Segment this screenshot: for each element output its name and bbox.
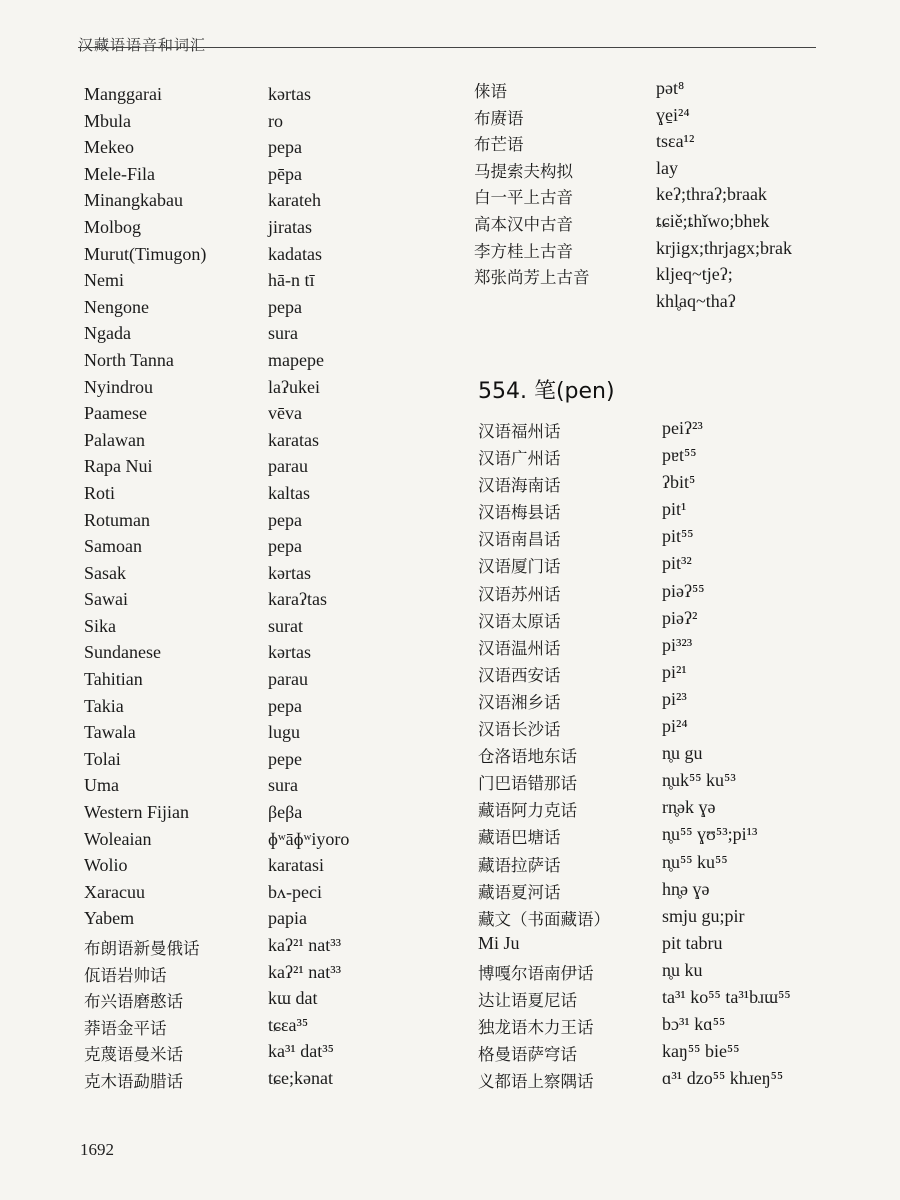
language-name: Wolio: [84, 855, 128, 876]
language-name: 汉语湘乡话: [478, 692, 561, 712]
language-name: 汉语梅县话: [478, 503, 561, 523]
word-form: rn̥ək ɣə: [662, 797, 716, 818]
language-name: Tawala: [84, 722, 136, 743]
word-form: bɔ³¹ kɑ⁵⁵: [662, 1014, 726, 1035]
entry-row: [84, 111, 414, 138]
entry-row: [474, 78, 834, 105]
word-form: krjigx;thrjagx;brak: [656, 237, 792, 258]
entry-row: [478, 526, 838, 553]
entry-row: [84, 988, 414, 1015]
word-form: kaʔ²¹ nat³³: [268, 935, 342, 955]
entry-row: [84, 430, 414, 457]
entry-row: [84, 908, 414, 935]
entry-row: [84, 696, 414, 723]
word-form: peiʔ²³: [662, 418, 703, 438]
entry-row: [474, 184, 834, 211]
word-form: ka³¹ dat³⁵: [268, 1041, 334, 1062]
language-name: North Tanna: [84, 349, 174, 370]
language-name: Nemi: [84, 270, 124, 291]
entry-row: [474, 105, 834, 132]
entry-row: [478, 1014, 838, 1041]
language-name: 格曼语萨穹话: [478, 1045, 577, 1065]
entry-row: [84, 775, 414, 802]
entry-row: [84, 84, 414, 111]
entry-row: [84, 855, 414, 882]
language-name: Xaracuu: [84, 881, 145, 902]
language-name: 独龙语木力王话: [478, 1018, 594, 1038]
language-name: 仓洛语地东话: [478, 747, 577, 767]
word-form: pepa: [268, 695, 302, 716]
language-name: 达让语夏尼话: [478, 990, 577, 1010]
language-name: 汉语西安话: [478, 665, 561, 685]
entry-row: [84, 1015, 414, 1042]
word-form: pi²¹: [662, 661, 687, 682]
entry-row: [84, 403, 414, 430]
word-form: kadatas: [268, 243, 322, 264]
entry-row: [84, 164, 414, 191]
language-name: Nengone: [84, 296, 149, 317]
word-form: vēva: [268, 403, 302, 424]
entry-row: [84, 962, 414, 989]
word-form: kaltas: [268, 482, 310, 503]
language-name: Mi Ju: [478, 932, 520, 953]
language-name: 汉语太原话: [478, 611, 561, 631]
word-form: pit¹: [662, 499, 687, 520]
page-number: 1692: [80, 1140, 114, 1159]
word-form: sura: [268, 775, 298, 796]
language-name: 义都语上察隅话: [478, 1072, 594, 1092]
word-form: hā-n tī: [268, 270, 315, 291]
word-form: kərtas: [268, 562, 311, 583]
language-name: Sasak: [84, 562, 126, 583]
entry-row: [478, 553, 838, 580]
entry-row: [478, 933, 838, 960]
entry-row: [84, 669, 414, 696]
language-name: 汉语海南话: [478, 476, 561, 496]
word-form: lay: [656, 157, 678, 178]
word-form: kaŋ⁵⁵ bie⁵⁵: [662, 1041, 740, 1062]
word-form: n̥u gu: [662, 743, 703, 764]
word-form: tsɛa¹²: [656, 131, 695, 152]
language-name: Ngada: [84, 323, 131, 344]
entry-row: [84, 563, 414, 590]
word-form: ȶɕiě;ȶhǐwo;bhɐk: [656, 210, 770, 231]
language-name: 布兴语磨憨话: [84, 992, 183, 1012]
entry-row: [478, 716, 838, 743]
entry-row: [478, 418, 838, 445]
entry-row: [474, 131, 834, 158]
word-form: tɕɛa³⁵: [268, 1014, 309, 1035]
entry-row: [478, 445, 838, 472]
language-name: Mekeo: [84, 137, 134, 158]
language-name: Murut(Timugon): [84, 243, 207, 264]
entry-row: [478, 824, 838, 851]
entry-row: [84, 377, 414, 404]
entry-row: [84, 217, 414, 244]
entry-row: [478, 743, 838, 770]
language-name: 高本汉中古音: [474, 214, 573, 234]
language-name: 藏语巴塘话: [478, 828, 561, 848]
language-name: 布朗语新曼俄话: [84, 939, 200, 958]
language-name: 克蔑语曼米话: [84, 1045, 183, 1065]
entry-row: [84, 350, 414, 377]
language-name: Nyindrou: [84, 376, 153, 397]
language-name: Sika: [84, 615, 117, 636]
entry-row: [474, 158, 834, 185]
entry-row: [84, 802, 414, 829]
language-name: 马提索夫构拟: [474, 161, 573, 181]
word-form: jiratas: [268, 216, 312, 237]
word-form: pepa: [268, 536, 302, 557]
word-form: surat: [268, 615, 303, 636]
word-form: karatas: [268, 429, 319, 450]
word-form: bʌ-peci: [268, 881, 322, 902]
entry-row: [84, 722, 414, 749]
right-main-column: [478, 418, 838, 1095]
entry-row: [84, 190, 414, 217]
language-name: Palawan: [84, 429, 145, 450]
language-name: Takia: [84, 695, 124, 716]
running-head: 汉藏语语音和词汇: [78, 36, 207, 54]
language-name: 藏语阿力克话: [478, 801, 577, 821]
right-top-column: [474, 78, 834, 317]
word-form: pepe: [268, 748, 302, 769]
language-name: 白一平上古音: [474, 188, 573, 208]
word-form: n̥u⁵⁵ ku⁵⁵: [662, 851, 728, 872]
word-form: tɕe;kənat: [268, 1067, 333, 1088]
word-form: n̥u ku: [662, 959, 703, 980]
word-form: kɯ dat: [268, 988, 318, 1009]
language-name: Uma: [84, 775, 119, 796]
word-form: n̥u⁵⁵ ɣʊ⁵³;pi¹³: [662, 824, 758, 845]
word-form: pit³²: [662, 553, 692, 574]
entry-row: [478, 689, 838, 716]
language-name: Manggarai: [84, 84, 162, 104]
language-name: Minangkabau: [84, 190, 183, 211]
word-form: khl̥aq~thaʔ: [656, 290, 736, 311]
word-form: pi³²³: [662, 634, 693, 655]
entry-row: [84, 642, 414, 669]
entry-row: [478, 1041, 838, 1068]
entry-row: [478, 797, 838, 824]
word-form: karatasi: [268, 855, 324, 876]
language-name: 汉语厦门话: [478, 557, 561, 577]
entry-row: [478, 987, 838, 1014]
word-form: βeβa: [268, 802, 303, 823]
entry-row: [84, 1068, 414, 1095]
word-form: kərtas: [268, 642, 311, 663]
word-form: ɸʷāɸʷiyoro: [268, 828, 350, 849]
word-form: pit⁵⁵: [662, 526, 694, 547]
word-form: piəʔ²: [662, 607, 698, 628]
language-name: Mbula: [84, 110, 131, 131]
language-name: Yabem: [84, 908, 135, 929]
language-name: Paamese: [84, 403, 147, 424]
word-form: kaʔ²¹ nat³³: [268, 961, 342, 982]
left-column: [84, 84, 414, 1095]
entry-row: [84, 589, 414, 616]
entry-row: [84, 323, 414, 350]
entry-row: [478, 635, 838, 662]
language-name: 汉语苏州话: [478, 584, 561, 604]
language-name: 李方桂上古音: [474, 241, 573, 261]
language-name: 博嘎尔语南伊话: [478, 963, 594, 983]
entry-row: [474, 291, 834, 318]
language-name: 克木语勐腊话: [84, 1071, 183, 1091]
word-form: ʔbit⁵: [662, 472, 696, 493]
entry-row: [478, 960, 838, 987]
word-form: hn̥ə ɣə: [662, 878, 710, 899]
header-rule: [78, 47, 816, 48]
entry-row: [84, 270, 414, 297]
entry-row: [84, 829, 414, 856]
language-name: 藏文（书面藏语）: [478, 909, 610, 929]
entry-row: [84, 616, 414, 643]
entry-row: [478, 879, 838, 906]
language-name: 布赓语: [474, 108, 524, 128]
word-form: mapepe: [268, 349, 324, 370]
word-form: pepa: [268, 137, 302, 158]
word-form: papia: [268, 908, 307, 929]
entry-row: [478, 770, 838, 797]
word-form: parau: [268, 669, 308, 690]
language-name: Tolai: [84, 748, 121, 769]
word-form: pi²⁴: [662, 716, 688, 737]
entry-row: [84, 137, 414, 164]
word-form: lugu: [268, 722, 301, 743]
language-name: 藏语拉萨话: [478, 855, 561, 875]
entry-row: [84, 510, 414, 537]
word-form: keʔ;thraʔ;braak: [656, 184, 767, 205]
language-name: 布芒语: [474, 135, 524, 155]
language-name: Rotuman: [84, 509, 150, 530]
entry-row: [478, 852, 838, 879]
entry-row: [478, 906, 838, 933]
entry-row: [478, 1068, 838, 1095]
language-name: Mele-Fila: [84, 163, 155, 184]
language-name: Woleaian: [84, 828, 152, 849]
entry-row: [84, 536, 414, 563]
language-name: 汉语南昌话: [478, 530, 561, 550]
entry-row: [84, 456, 414, 483]
word-form: laʔukei: [268, 376, 320, 397]
word-form: pɐt⁵⁵: [662, 445, 697, 466]
language-name: 汉语温州话: [478, 638, 561, 658]
word-form: pət⁸: [656, 78, 685, 98]
word-form: pepa: [268, 296, 302, 317]
section-title: 554. 笔(pen): [478, 379, 615, 404]
entry-row: [84, 483, 414, 510]
entry-row: [84, 244, 414, 271]
entry-row: [478, 581, 838, 608]
language-name: Rapa Nui: [84, 456, 153, 477]
word-form: ro: [268, 110, 283, 131]
word-form: karateh: [268, 190, 321, 211]
word-form: ta³¹ ko⁵⁵ ta³¹bɹɯ⁵⁵: [662, 986, 791, 1007]
language-name: Sawai: [84, 589, 128, 610]
entry-row: [474, 238, 834, 265]
language-name: 佤语岩帅话: [84, 965, 167, 985]
language-name: Sundanese: [84, 642, 161, 663]
language-name: 藏语夏河话: [478, 882, 561, 902]
language-name: 汉语长沙话: [478, 720, 561, 740]
word-form: pepa: [268, 509, 302, 530]
entry-row: [84, 749, 414, 776]
language-name: Molbog: [84, 216, 142, 237]
entry-row: [84, 297, 414, 324]
entry-row: [478, 608, 838, 635]
word-form: sura: [268, 323, 298, 344]
entry-row: [478, 499, 838, 526]
entry-row: [478, 472, 838, 499]
language-name: Tahitian: [84, 669, 143, 690]
entry-row: [84, 1041, 414, 1068]
entry-row: [474, 211, 834, 238]
language-name: 俫语: [474, 82, 507, 101]
language-name: Western Fijian: [84, 802, 190, 823]
language-name: Roti: [84, 482, 116, 503]
word-form: piəʔ⁵⁵: [662, 580, 705, 601]
language-name: 郑张尚芳上古音: [474, 268, 590, 288]
entry-row: [84, 935, 414, 962]
word-form: parau: [268, 456, 308, 477]
language-name: 汉语福州话: [478, 422, 561, 441]
word-form: ɑ³¹ dzo⁵⁵ khɹeŋ⁵⁵: [662, 1068, 784, 1089]
word-form: pēpa: [268, 163, 302, 184]
entry-row: [84, 882, 414, 909]
entry-row: [474, 264, 834, 291]
entry-row: [478, 662, 838, 689]
word-form: pi²³: [662, 688, 687, 709]
word-form: kljeq~tjeʔ;: [656, 264, 733, 285]
language-name: Samoan: [84, 536, 142, 557]
language-name: 莽语金平话: [84, 1018, 167, 1038]
word-form: n̥uk⁵⁵ ku⁵³: [662, 770, 736, 791]
word-form: ɣe̱i²⁴: [656, 104, 690, 125]
language-name: 门巴语错那话: [478, 774, 577, 794]
word-form: kərtas: [268, 84, 311, 104]
word-form: smju gu;pir: [662, 905, 745, 926]
language-name: 汉语广州话: [478, 449, 561, 469]
word-form: pit tabru: [662, 932, 723, 953]
word-form: karaʔtas: [268, 589, 327, 610]
